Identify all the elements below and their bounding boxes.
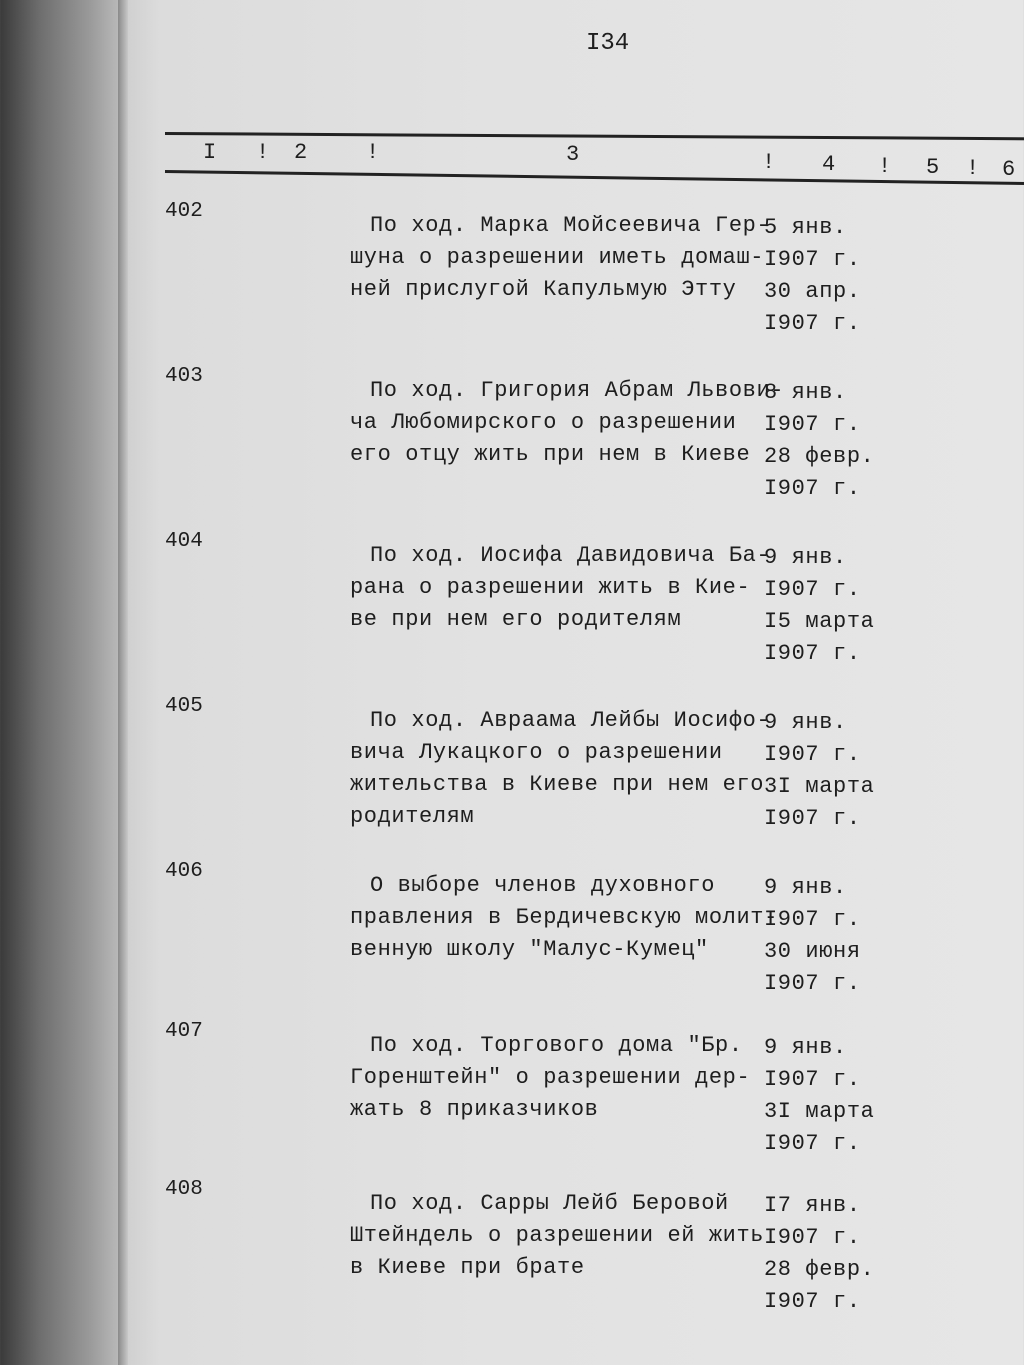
entry-date-line: 28 февр. <box>764 1257 875 1282</box>
entry-number: 407 <box>165 1020 203 1043</box>
entry-number: 403 <box>165 365 203 388</box>
entry-date-line: 30 апр. <box>764 279 861 304</box>
entry-date-line: I907 г. <box>764 907 861 932</box>
header-bottom-rule <box>165 170 1024 185</box>
entry-description-line: жать 8 приказчиков <box>350 1097 599 1122</box>
column-separator: ! <box>256 140 270 165</box>
entry-number: 406 <box>165 860 203 883</box>
book-spine-shadow <box>118 0 128 1365</box>
entry-description-line: правления в Бердичевскую молит- <box>350 905 778 930</box>
entry-number: 402 <box>165 200 203 223</box>
entry-date-line: 30 июня <box>764 939 861 964</box>
column-separator: ! <box>366 140 380 165</box>
entry-description-line: Горенштейн" о разрешении дер- <box>350 1065 751 1090</box>
entry-date-line: 28 февр. <box>764 444 875 469</box>
column-header: 4 <box>822 152 836 177</box>
entry-description-line: О выборе членов духовного <box>370 873 716 898</box>
entry-date-line: I907 г. <box>764 247 861 272</box>
entry-date-line: I907 г. <box>764 742 861 767</box>
column-separator: ! <box>878 154 892 179</box>
column-separator: ! <box>966 156 980 181</box>
entry-date-line: 9 янв. <box>764 1035 847 1060</box>
entry-description-line: в Киеве при брате <box>350 1255 585 1280</box>
entry-description-line: По ход. Григория Абрам Львови- <box>370 378 785 403</box>
column-header: 6 <box>1002 157 1016 182</box>
entry-date-line: I907 г. <box>764 1131 861 1156</box>
page-number: I34 <box>586 30 630 57</box>
entry-number: 405 <box>165 695 203 718</box>
entry-description-line: венную школу "Малус-Кумец" <box>350 937 709 962</box>
entry-description-line: ней прислугой Капульмую Этту <box>350 277 737 302</box>
entry-date-line: I907 г. <box>764 641 861 666</box>
entry-description-line: По ход. Марка Мойсеевича Гер- <box>370 213 771 238</box>
entry-description-line: рана о разрешении жить в Кие- <box>350 575 751 600</box>
entry-date-line: I7 янв. <box>764 1193 861 1218</box>
column-header: 5 <box>926 155 940 180</box>
entry-date-line: I907 г. <box>764 311 861 336</box>
entry-description-line: шуна о разрешении иметь домаш- <box>350 245 765 270</box>
column-header: 3 <box>566 142 580 167</box>
entry-number: 404 <box>165 530 203 553</box>
entry-date-line: 5 янв. <box>764 215 847 240</box>
entry-date-line: I907 г. <box>764 412 861 437</box>
entry-description-line: родителям <box>350 804 475 829</box>
entry-description-line: его отцу жить при нем в Киеве <box>350 442 751 467</box>
entry-description-line: ча Любомирского о разрешении <box>350 410 737 435</box>
entry-date-line: I5 марта <box>764 609 875 634</box>
entry-date-line: 3I марта <box>764 1099 875 1124</box>
entry-description-line: ве при нем его родителям <box>350 607 682 632</box>
entry-date-line: 9 янв. <box>764 545 847 570</box>
entry-date-line: 3I марта <box>764 774 875 799</box>
entry-date-line: I907 г. <box>764 476 861 501</box>
entry-date-line: I907 г. <box>764 1225 861 1250</box>
entry-description-line: По ход. Сарры Лейб Беровой <box>370 1191 729 1216</box>
entry-date-line: I907 г. <box>764 806 861 831</box>
entry-description-line: вича Лукацкого о разрешении <box>350 740 723 765</box>
entry-description-line: жительства в Киеве при нем его <box>350 772 765 797</box>
column-separator: ! <box>762 150 776 175</box>
entry-date-line: I907 г. <box>764 1067 861 1092</box>
entry-description-line: По ход. Авраама Лейбы Иосифо- <box>370 708 771 733</box>
column-header: 2 <box>294 140 308 165</box>
entry-date-line: 9 янв. <box>764 875 847 900</box>
entry-date-line: 9 янв. <box>764 710 847 735</box>
entry-date-line: I907 г. <box>764 971 861 996</box>
entry-date-line: I907 г. <box>764 1289 861 1314</box>
entry-description-line: По ход. Иосифа Давидовича Ба- <box>370 543 771 568</box>
entry-description-line: Штейндель о разрешении ей жить <box>350 1223 765 1248</box>
entry-date-line: 8 янв. <box>764 380 847 405</box>
column-header: I <box>203 140 217 165</box>
entry-number: 408 <box>165 1178 203 1201</box>
entry-date-line: I907 г. <box>764 577 861 602</box>
entry-description-line: По ход. Торгового дома "Бр. <box>370 1033 743 1058</box>
